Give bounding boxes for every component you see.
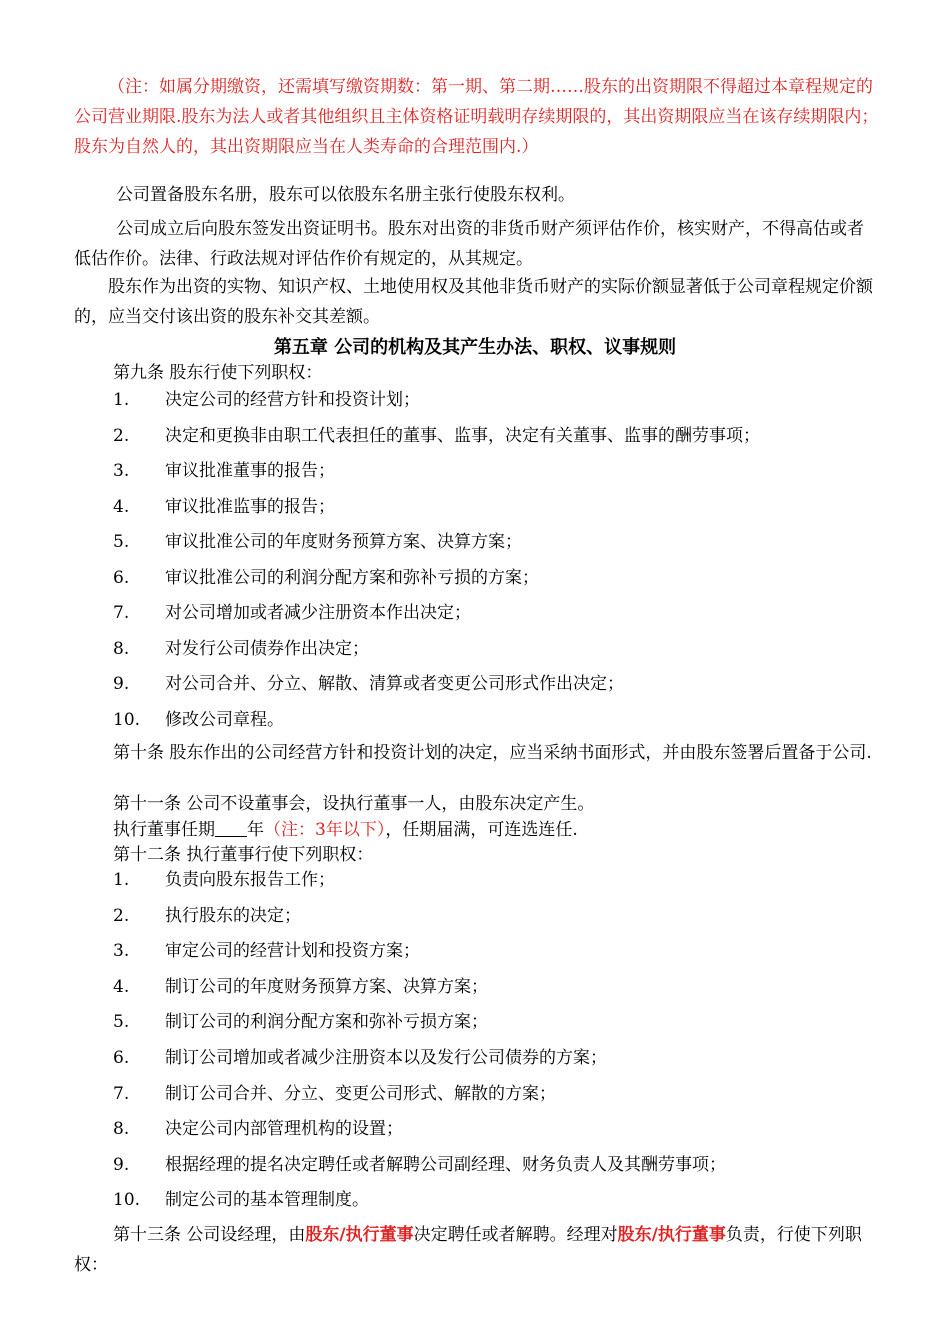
list-item-number: 2. <box>113 905 130 926</box>
list-item-number: 10. <box>113 1190 141 1211</box>
list-item-text: 修改公司章程。 <box>165 709 284 730</box>
list-item <box>113 385 420 410</box>
list-item-text: 决定公司的经营方针和投资计划； <box>165 390 420 410</box>
capital-certificate-paragraph: 公司成立后向股东签发出资证明书。股东对出资的非货币财产须评估作价，核实财产，不得高估或者低估作价。法律、行政法规对评估作价有规定的，从其规定。 <box>74 219 864 269</box>
article-13-highlight-2: 股东/执行董事 <box>617 1225 726 1245</box>
list-item-text: 制订公司的利润分配方案和弥补亏损方案； <box>165 1012 488 1033</box>
term-rest: ，任期届满，可连选连任. <box>385 820 578 840</box>
list-item-text: 对发行公司债券作出决定； <box>165 638 369 659</box>
list-item-text: 审定公司的经营计划和投资方案； <box>165 941 420 962</box>
list-item <box>113 1007 488 1032</box>
list-item-text: 根据经理的提名决定聘任或者解聘公司副经理、财务负责人及其酬劳事项； <box>165 1154 726 1175</box>
list-item-text: 审议批准监事的报告； <box>165 496 335 517</box>
term-note: （注：3年以下） <box>264 820 386 840</box>
list-item <box>113 865 335 890</box>
list-item-text: 制订公司的年度财务预算方案、决算方案； <box>165 976 488 997</box>
list-item-number: 2. <box>113 425 130 446</box>
list-item <box>113 1185 369 1210</box>
term-years-blank[interactable] <box>215 820 247 837</box>
list-item-text: 审议批准公司的年度财务预算方案、决算方案； <box>165 532 522 552</box>
list-item <box>113 598 471 623</box>
article-13 <box>74 1220 880 1280</box>
list-item-number: 5. <box>113 532 130 552</box>
list-item-number: 7. <box>113 1083 130 1104</box>
list-item-text: 制订公司合并、分立、变更公司形式、解散的方案； <box>165 1083 556 1104</box>
capital-payment-note: （注：如属分期缴资，还需填写缴资期数：第一期、第二期……股东的出资期限不得超过本章程规定的公司营业期限.股东为法人或者其他组织且主体资格证明载明存续期限的，其出资期限应当在该存续期限内；股东为自然人的，其出资期限应当在人类寿命的合理范围内.） <box>74 77 879 157</box>
list-item-text: 制定公司的基本管理制度。 <box>165 1190 369 1211</box>
list-item-text: 决定和更换非由职工代表担任的董事、监事，决定有关董事、监事的酬劳事项； <box>165 425 760 446</box>
list-item-number: 3. <box>113 941 130 962</box>
list-item-text: 负责向股东报告工作； <box>165 870 335 890</box>
list-item-number: 8. <box>113 638 130 659</box>
list-item <box>113 1150 726 1175</box>
list-item-text: 决定公司内部管理机构的设置； <box>165 1119 403 1140</box>
list-item-number: 8. <box>113 1119 130 1140</box>
list-item-number: 6. <box>113 1048 130 1068</box>
list-item-number: 10. <box>113 709 141 730</box>
list-item-number: 4. <box>113 496 130 517</box>
chapter-5-heading: 第五章 公司的机构及其产生办法、职权、议事规则 <box>273 337 677 358</box>
list-item <box>113 901 301 926</box>
list-item-text: 对公司增加或者减少注册资本作出决定； <box>165 603 471 623</box>
list-item-number: 9. <box>113 674 130 694</box>
list-item-text: 审议批准董事的报告； <box>165 461 335 481</box>
list-item-number: 9. <box>113 1154 130 1175</box>
list-item-number: 6. <box>113 567 130 588</box>
list-item-text: 执行股东的决定； <box>165 905 301 926</box>
list-item-number: 1. <box>113 390 130 410</box>
list-item <box>113 936 420 961</box>
article-13-part-3: 负责，行使下列职权： <box>74 1225 862 1275</box>
list-item <box>113 1114 403 1139</box>
list-item-number: 7. <box>113 603 130 623</box>
article-10: 第十条 股东作出的公司经营方针和投资计划的决定，应当采纳书面形式，并由股东签署后置备于公司. <box>113 743 872 763</box>
article-13-highlight-1: 股东/执行董事 <box>305 1225 414 1245</box>
non-monetary-contribution-paragraph: 股东作为出资的实物、知识产权、土地使用权及其他非货币财产的实际价额显著低于公司章程规定价额的，应当交付该出资的股东补交其差额。 <box>74 277 873 327</box>
list-item-text: 制订公司增加或者减少注册资本以及发行公司债券的方案； <box>165 1048 607 1068</box>
article-12-heading: 第十二条 执行董事行使下列职权： <box>113 845 374 865</box>
director-term-line <box>113 815 578 840</box>
list-item-number: 5. <box>113 1012 130 1033</box>
list-item <box>113 421 760 446</box>
list-item <box>113 972 488 997</box>
list-item <box>113 456 335 481</box>
article-9-heading: 第九条 股东行使下列职权： <box>113 363 323 383</box>
list-item-text: 审议批准公司的利润分配方案和弥补亏损的方案； <box>165 567 539 588</box>
list-item <box>113 563 539 588</box>
list-item-text: 对公司合并、分立、解散、清算或者变更公司形式作出决定； <box>165 674 624 694</box>
article-11: 第十一条 公司不设董事会，设执行董事一人，由股东决定产生。 <box>113 794 595 814</box>
list-item-number: 1. <box>113 870 130 890</box>
list-item <box>113 492 335 517</box>
list-item <box>113 1079 556 1104</box>
article-13-part-2: 决定聘任或者解聘。经理对 <box>413 1225 618 1245</box>
term-label: 执行董事任期 <box>113 820 215 840</box>
list-item-number: 4. <box>113 976 130 997</box>
list-item-number: 3. <box>113 461 130 481</box>
shareholder-register-paragraph: 公司置备股东名册，股东可以依股东名册主张行使股东权利。 <box>116 185 575 205</box>
article-13-part-1: 第十三条 公司设经理，由 <box>113 1225 306 1245</box>
list-item <box>113 669 624 694</box>
term-unit: 年 <box>247 820 264 840</box>
list-item <box>113 634 369 659</box>
list-item <box>113 705 284 730</box>
list-item <box>113 527 522 552</box>
list-item <box>113 1043 607 1068</box>
